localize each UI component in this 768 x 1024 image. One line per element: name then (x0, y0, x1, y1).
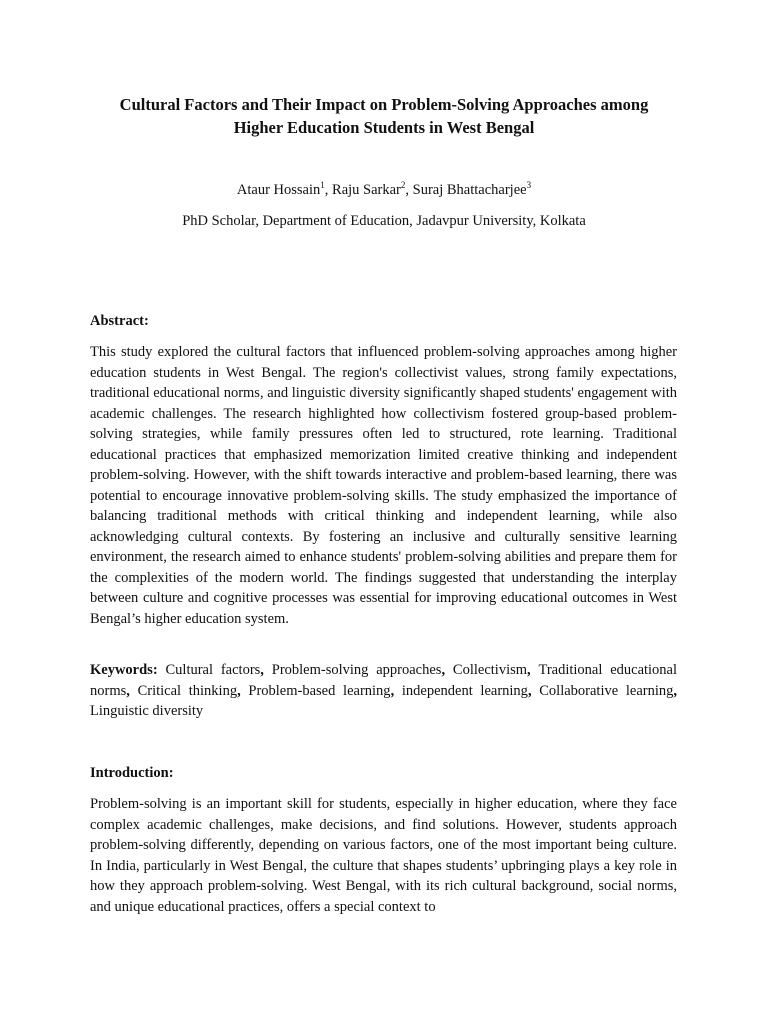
keyword-item: Collaborative learning (539, 682, 674, 699)
author-name: Suraj Bhattacharjee (412, 182, 527, 198)
keyword-separator: , (126, 682, 138, 699)
keyword-item: Traditional educational norms (90, 662, 678, 699)
keyword-separator: , (390, 682, 402, 699)
author-name: Raju Sarkar (332, 182, 401, 198)
author-affiliation-mark: 1 (320, 180, 325, 190)
author-affiliation: PhD Scholar, Department of Education, Jadavpur University, Kolkata (182, 213, 586, 229)
author-affiliation-mark: 2 (400, 180, 406, 190)
paper-title-line-2: Higher Education Students in West Bengal (233, 118, 535, 137)
keyword-separator: , (260, 662, 272, 678)
keyword-separator: , (673, 682, 677, 699)
keyword-item: Collectivism (452, 662, 528, 678)
paper-title (60, 93, 708, 139)
author-separator: , (324, 182, 333, 198)
keywords-label: Keywords: (90, 662, 158, 678)
keyword-item: Problem-based learning (248, 682, 391, 699)
keyword-item: Problem-solving approaches (271, 662, 442, 678)
abstract-body: This study explored the cultural factors that influenced problem-solving approaches among higher education students in West Bengal. The region's collectivist values, strong family expectations, traditional educational norms, and linguistic diversity significantly shaped students' engagement with academic challenges. The research highlighted how collectivism fostered group-based problem-solving strategies, while family pressures often led to structured, rote learning. Traditional educational practices that emphasized memorization limited creative thinking and independent problem-solving. However, with the shift towards interactive and problem-based learning, there was potential to encourage innovative problem-solving skills. The study emphasized the importance of balancing traditional methods with critical thinking and independent learning, while also acknowledging cultural contexts. By fostering an inclusive and culturally sensitive learning environment, the research aimed to enhance students' problem-solving abilities and prepare them for the complexities of the modern world. The findings suggested that understanding the interplay between culture and cognitive processes was essential for improving educational outcomes in West Bengal’s higher education system. (90, 344, 677, 627)
keyword-separator: , (527, 662, 539, 678)
introduction-body: Problem-solving is an important skill for students, especially in higher education, where they face complex academic challenges, make decisions, and find solutions. However, students approach problem-solving differently, depending on various factors, one of the most important being culture. In India, particularly in West Bengal, the culture that shapes students’ upbringing plays a key role in how they approach problem-solving. West Bengal, with its rich cultural background, social norms, and unique educational practices, offers a special context to (90, 796, 677, 915)
keyword-list (90, 662, 677, 719)
author-name: Ataur Hossain (236, 182, 321, 198)
author-list (0, 180, 768, 200)
paper-title-line-1: Cultural Factors and Their Impact on Problem-Solving Approaches among (119, 95, 649, 114)
author-separator: , (405, 182, 413, 198)
keyword-separator: , (237, 682, 249, 699)
keyword-item: Critical thinking (137, 682, 238, 699)
keyword-item: independent learning (401, 682, 528, 699)
abstract-heading: Abstract: (90, 313, 149, 329)
author-affiliation-mark: 3 (526, 180, 532, 190)
keyword-item: Linguistic diversity (90, 703, 204, 719)
introduction-heading: Introduction: (90, 765, 174, 781)
keyword-item: Cultural factors (165, 662, 261, 678)
keyword-separator: , (527, 682, 540, 699)
keyword-separator: , (441, 662, 453, 678)
keywords-section (90, 660, 677, 722)
